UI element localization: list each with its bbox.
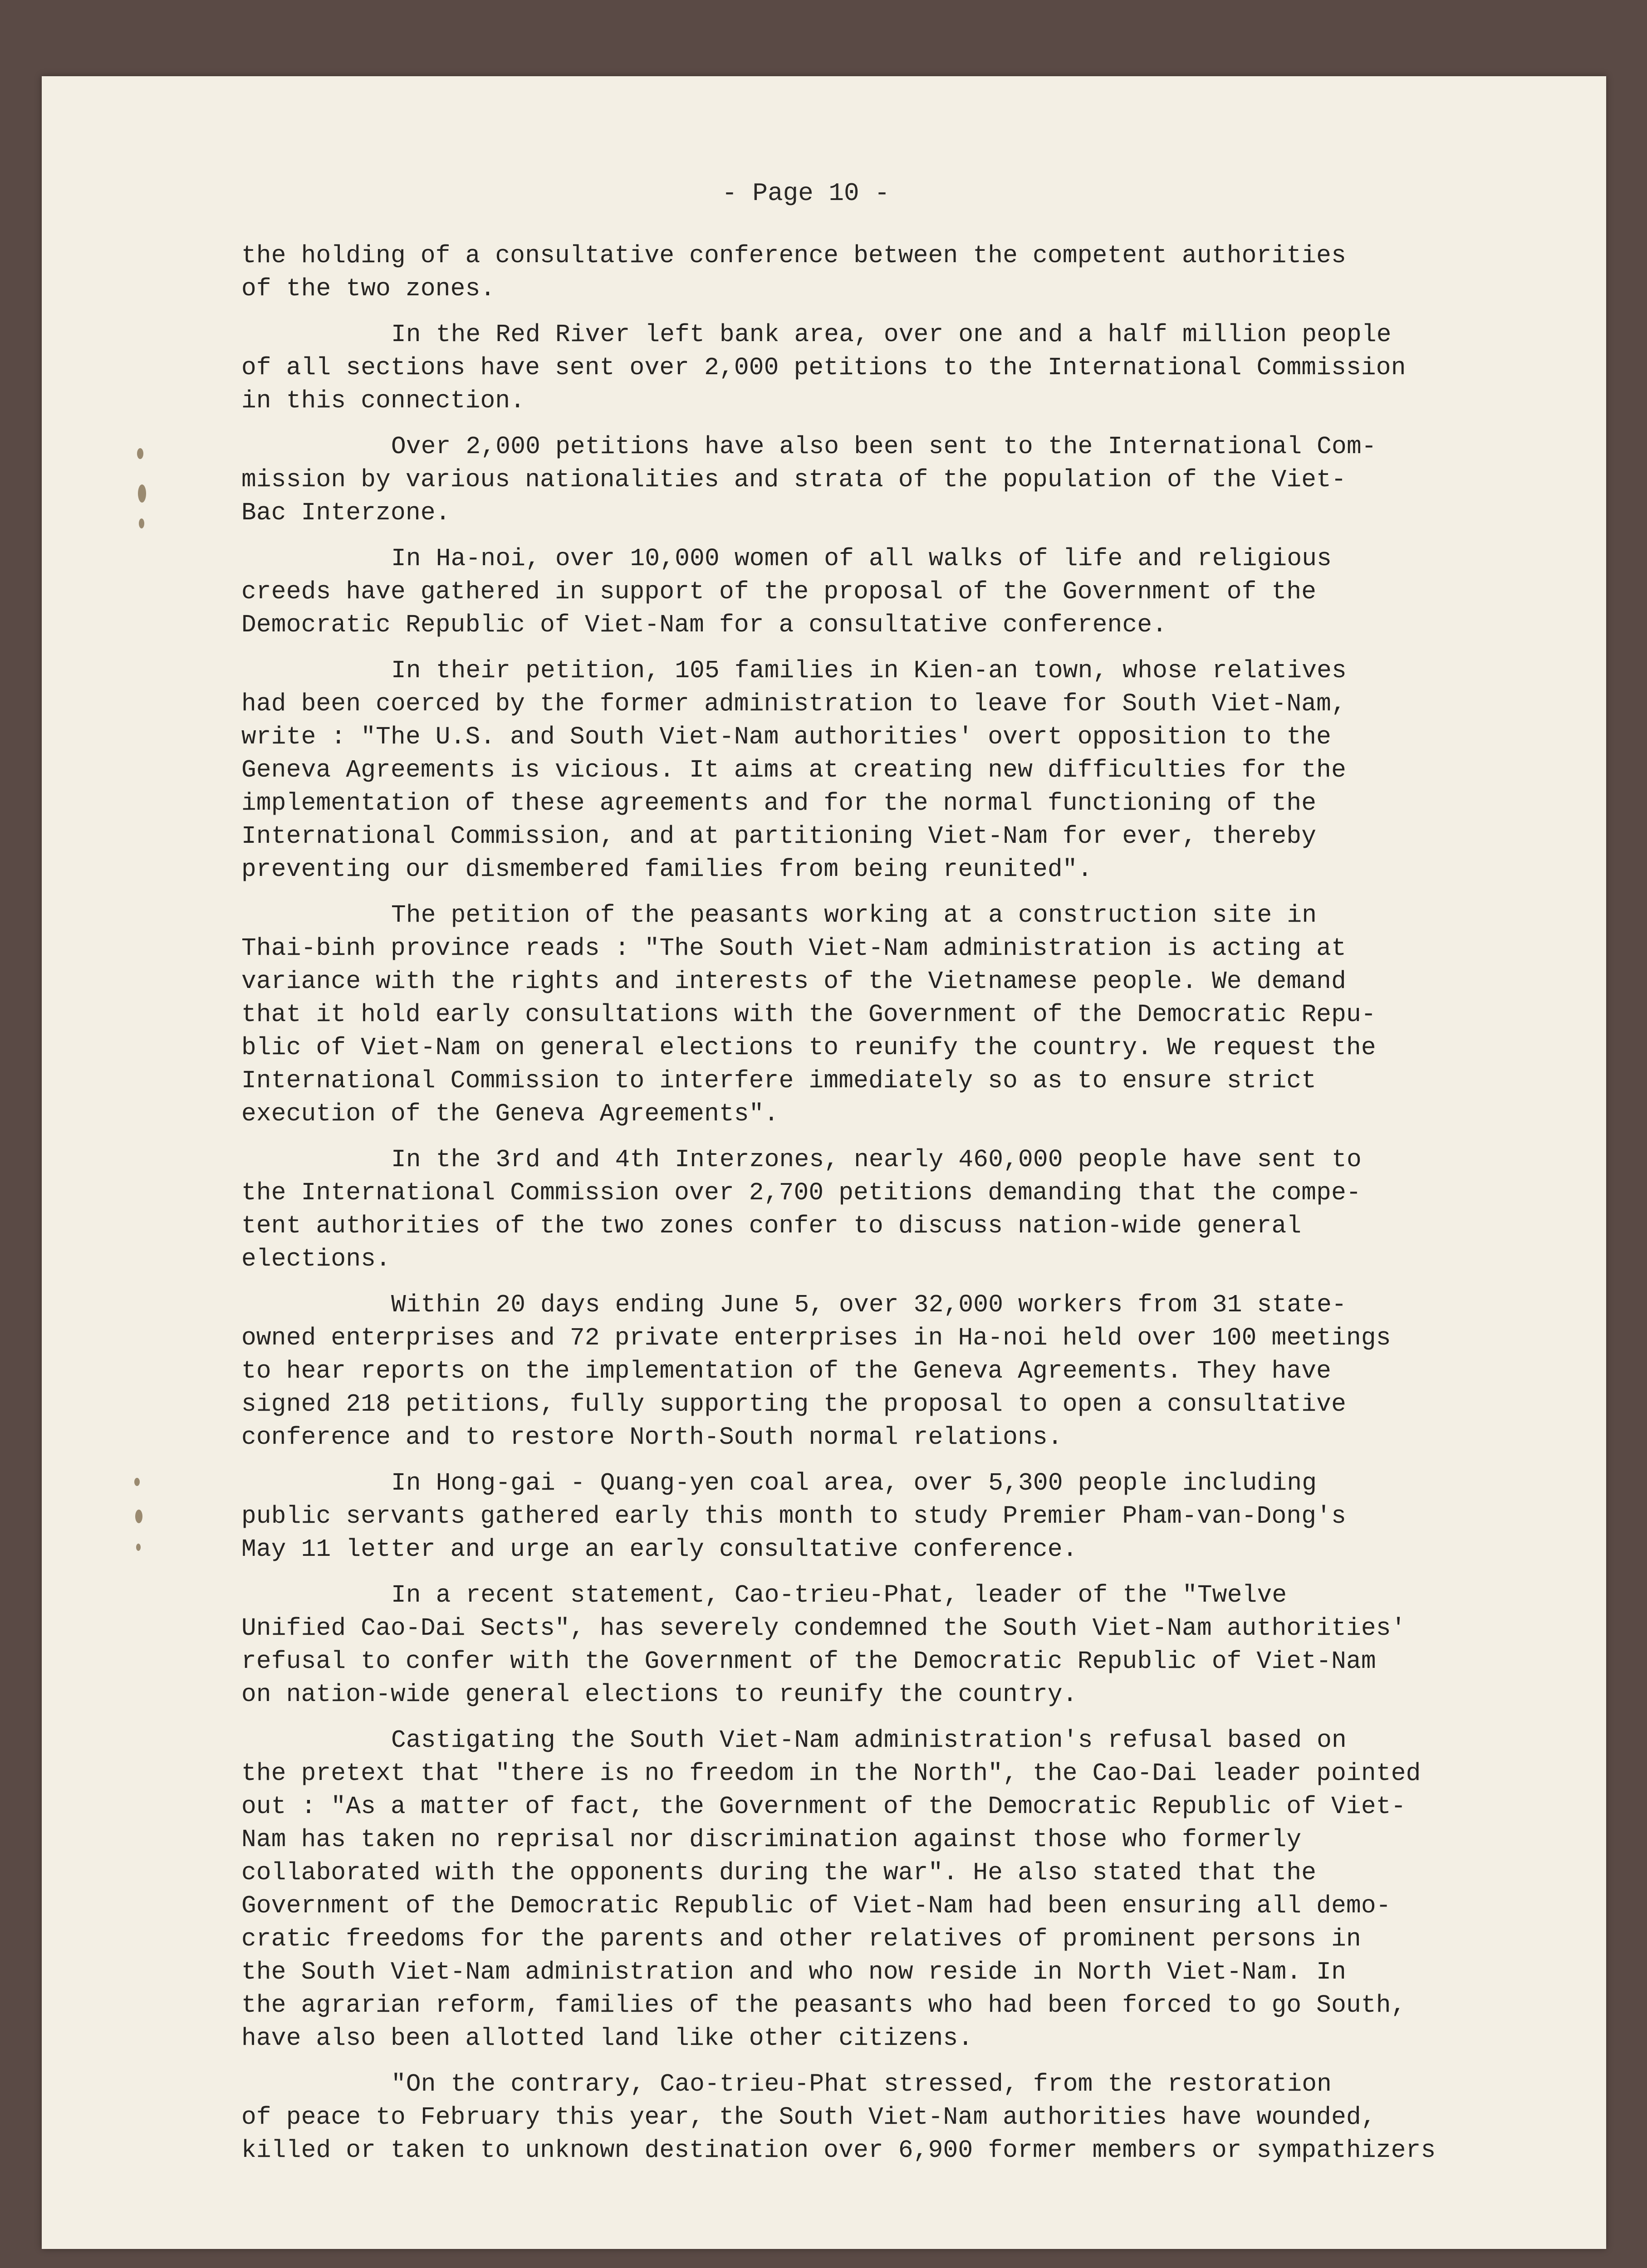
text-line: of peace to February this year, the South Viet-Nam authorities have wounded, [241, 2104, 1376, 2131]
margin-mark [139, 518, 144, 528]
paragraph [241, 1579, 1503, 1711]
text-line: Government of the Democratic Republic of Viet-Nam had been ensuring all demo- [241, 1892, 1391, 1920]
paragraph [241, 543, 1503, 642]
text-line: Bac Interzone. [241, 499, 451, 527]
text-line: have also been allotted land like other citizens. [241, 2025, 973, 2053]
text-line: Thai-binh province reads : "The South Viet-Nam administration is acting at [241, 935, 1346, 963]
paragraph [241, 655, 1503, 886]
text-line: May 11 letter and urge an early consultative conference. [241, 1536, 1078, 1564]
paragraph [241, 430, 1503, 530]
document-body [241, 240, 1503, 2167]
text-line: Over 2,000 petitions have also been sent to the International Com- [391, 433, 1377, 461]
text-line: the holding of a consultative conference between the competent authorities [241, 242, 1346, 270]
text-line: The petition of the peasants working at a construction site in [391, 902, 1317, 929]
text-line: Unified Cao-Dai Sects", has severely condemned the South Viet-Nam authorities' [241, 1615, 1406, 1642]
text-line: Geneva Agreements is vicious. It aims at creating new difficulties for the [241, 757, 1346, 784]
text-line: in this connection. [241, 387, 525, 415]
text-line: variance with the rights and interests of the Vietnamese people. We demand [241, 968, 1346, 996]
text-line: of the two zones. [241, 275, 495, 303]
margin-mark [134, 1478, 140, 1486]
text-line: out : "As a matter of fact, the Government of the Democratic Republic of Viet- [241, 1793, 1406, 1821]
paragraph [241, 2068, 1503, 2167]
paragraph [241, 240, 1503, 306]
text-line: collaborated with the opponents during the war". He also stated that the [241, 1859, 1317, 1887]
text-line: preventing our dismembered families from being reunited". [241, 856, 1093, 884]
text-line: International Commission, and at partitioning Viet-Nam for ever, thereby [241, 823, 1317, 850]
text-line: the South Viet-Nam administration and who now reside in North Viet-Nam. In [241, 1959, 1346, 1986]
text-line: Castigating the South Viet-Nam administration's refusal based on [391, 1727, 1347, 1755]
text-line: implementation of these agreements and for the normal functioning of the [241, 790, 1317, 817]
text-line: "On the contrary, Cao-trieu-Phat stressed, from the restoration [391, 2071, 1332, 2098]
text-line: cratic freedoms for the parents and other relatives of prominent persons in [241, 1926, 1361, 1953]
paragraph [241, 1144, 1503, 1276]
text-line: In the 3rd and 4th Interzones, nearly 460,000 people have sent to [391, 1146, 1362, 1174]
text-line: In their petition, 105 families in Kien-an town, whose relatives [391, 657, 1347, 685]
text-line: execution of the Geneva Agreements". [241, 1100, 779, 1128]
text-line: signed 218 petitions, fully supporting the proposal to open a consultative [241, 1391, 1346, 1418]
text-line: Democratic Republic of Viet-Nam for a consultative conference. [241, 611, 1167, 639]
text-line: blic of Viet-Nam on general elections to reunify the country. We request the [241, 1034, 1376, 1062]
text-line: of all sections have sent over 2,000 petitions to the International Commission [241, 354, 1406, 382]
text-line: tent authorities of the two zones confer to discuss nation-wide general [241, 1212, 1302, 1240]
text-line: elections. [241, 1246, 391, 1273]
text-line: public servants gathered early this month to study Premier Pham-van-Dong's [241, 1503, 1346, 1530]
text-line: killed or taken to unknown destination over 6,900 former members or sympathizers [241, 2137, 1436, 2165]
text-line: In Ha-noi, over 10,000 women of all walks of life and religious [391, 545, 1332, 573]
text-line: In the Red River left bank area, over one and a half million people [391, 321, 1392, 349]
margin-mark [138, 484, 146, 503]
text-line: to hear reports on the implementation of the Geneva Agreements. They have [241, 1358, 1332, 1385]
text-line: refusal to confer with the Government of the Democratic Republic of Viet-Nam [241, 1648, 1376, 1676]
document-page [42, 76, 1606, 2249]
margin-mark [135, 1510, 142, 1523]
margin-mark [137, 448, 143, 459]
text-line: the pretext that "there is no freedom in the North", the Cao-Dai leader pointed [241, 1760, 1421, 1788]
text-line: conference and to restore North-South normal relations. [241, 1424, 1063, 1452]
text-line: Nam has taken no reprisal nor discrimination against those who formerly [241, 1826, 1302, 1854]
text-line: International Commission to interfere immediately so as to ensure strict [241, 1067, 1317, 1095]
text-line: write : "The U.S. and South Viet-Nam authorities' overt opposition to the [241, 723, 1332, 751]
text-line: owned enterprises and 72 private enterprises in Ha-noi held over 100 meetings [241, 1325, 1391, 1352]
text-line: the agrarian reform, families of the peasants who had been forced to go South, [241, 1992, 1406, 2019]
text-line: In Hong-gai - Quang-yen coal area, over 5,300 people including [391, 1470, 1317, 1497]
text-line: creeds have gathered in support of the proposal of the Government of the [241, 578, 1317, 606]
text-line: that it hold early consultations with the Government of the Democratic Repu- [241, 1001, 1376, 1029]
page-number: - Page 10 - [722, 179, 890, 208]
text-line: In a recent statement, Cao-trieu-Phat, leader of the "Twelve [391, 1582, 1287, 1609]
text-line: on nation-wide general elections to reunify the country. [241, 1681, 1078, 1709]
paragraph [241, 1724, 1503, 2055]
text-line: had been coerced by the former administration to leave for South Viet-Nam, [241, 690, 1346, 718]
margin-mark [136, 1544, 141, 1551]
paragraph [241, 899, 1503, 1131]
paragraph [241, 1467, 1503, 1566]
paragraph [241, 1289, 1503, 1454]
text-line: the International Commission over 2,700 petitions demanding that the compe- [241, 1179, 1361, 1207]
text-line: Within 20 days ending June 5, over 32,000 workers from 31 state- [391, 1291, 1347, 1319]
paragraph [241, 318, 1503, 418]
text-line: mission by various nationalities and strata of the population of the Viet- [241, 466, 1346, 494]
